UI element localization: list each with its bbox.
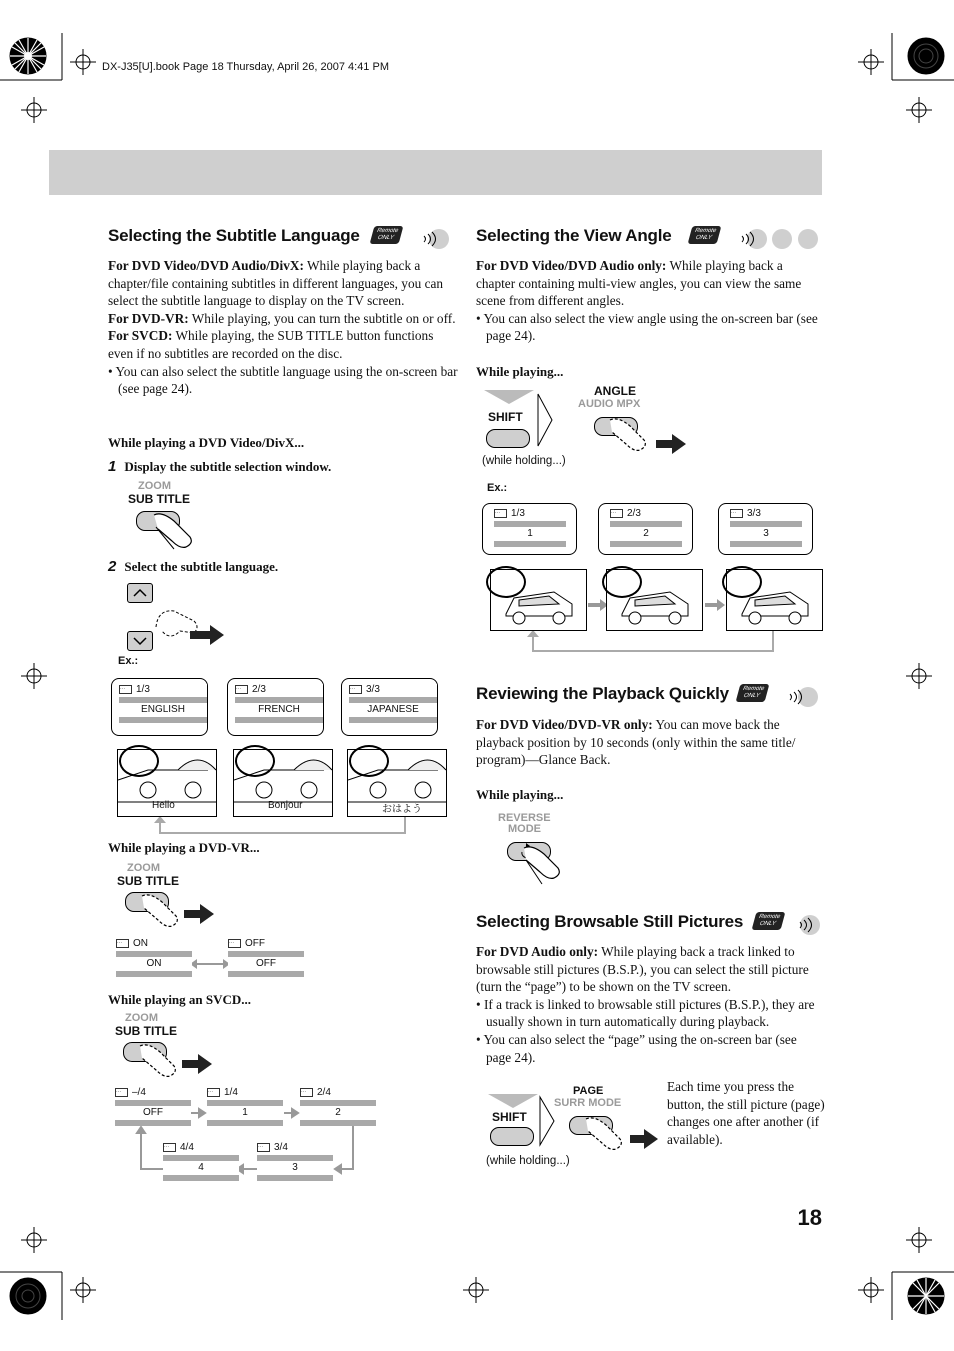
- highlight-circle: [119, 745, 159, 777]
- brace-arrow: [536, 392, 556, 448]
- remote-signal-icon-review: [784, 686, 820, 708]
- zoom-label-vr: ZOOM: [127, 862, 160, 874]
- angle-heading: [476, 226, 671, 246]
- camera-angle-icon: ···: [730, 509, 743, 518]
- finger-press-angle-icon: [606, 418, 688, 466]
- highlight-circle: [235, 745, 275, 777]
- remote-only-badge-angle: Remote ONLY: [690, 226, 719, 244]
- osd-index: 3/3: [747, 508, 761, 519]
- while-svcd-label: While playing an SVCD...: [108, 992, 252, 1007]
- osd-value: FRENCH: [235, 703, 323, 717]
- osd-index: 2/4: [317, 1087, 331, 1098]
- subtitle-title: Selecting the Subtitle Language: [108, 226, 360, 245]
- subtitle-osd-icon: ···: [235, 685, 248, 694]
- osd-value: 4: [163, 1161, 239, 1175]
- osd-value: 3: [730, 527, 802, 541]
- up-arrow-button[interactable]: [127, 583, 153, 603]
- osd-value: 1: [494, 527, 566, 541]
- osd-down-band: [300, 1120, 376, 1126]
- highlight-circle: [722, 566, 762, 598]
- subtitle-osd-icon: ···: [349, 685, 362, 694]
- scene-caption: おはよう: [382, 804, 422, 815]
- subtitle-osd-icon: ···: [207, 1088, 220, 1097]
- holding-note-bsp: (while holding...): [486, 1155, 570, 1167]
- osd-index: OFF: [245, 938, 265, 949]
- remote-only-badge-review: Remote ONLY: [738, 684, 767, 702]
- svcd-osd: [207, 1087, 283, 1126]
- page-number: 18: [797, 1205, 822, 1230]
- angle-button-label: ANGLE: [594, 384, 636, 398]
- finger-press-icon: [150, 513, 195, 553]
- mode-label: MODE: [508, 823, 541, 835]
- svcd-osd: [163, 1142, 239, 1181]
- osd-value: OFF: [115, 1106, 191, 1120]
- shift-label: SHIFT: [488, 410, 523, 424]
- subtitle-button-label-vr: SUB TITLE: [117, 874, 179, 888]
- osd-index: 4/4: [180, 1142, 194, 1153]
- remote-only-badge-bsp: Remote ONLY: [754, 912, 783, 930]
- file-info-line: DX-J35[U].book Page 18 Thursday, April 26, 2007 4:41 PM: [102, 61, 389, 73]
- subtitle-osd-icon: ···: [163, 1143, 176, 1152]
- language-osd: [119, 684, 207, 723]
- remote-signal-icon: [418, 228, 450, 250]
- subtitle-button-label: SUB TITLE: [128, 492, 190, 506]
- remote-only-badge: Remote ONLY: [372, 226, 401, 244]
- bsp-note: Each time you press the button, the still picture (page) changes one after another (if available).: [667, 1079, 825, 1147]
- osd-value: JAPANESE: [349, 703, 437, 717]
- language-osd: [349, 684, 437, 723]
- language-osd: [235, 684, 323, 723]
- angle-osd: [730, 508, 802, 547]
- osd-down-band: [163, 1175, 239, 1181]
- review-title: Reviewing the Playback Quickly: [476, 684, 729, 703]
- ex-label-angle: Ex.:: [487, 482, 508, 494]
- remote-signal-icon-angle: [736, 228, 821, 250]
- step-2: 2 Select the subtitle language.: [108, 558, 279, 575]
- finger-press-vr-icon: [138, 894, 218, 934]
- osd-index: 3/4: [274, 1142, 288, 1153]
- shift-label-bsp: SHIFT: [492, 1110, 527, 1124]
- holding-note-angle: (while holding...): [482, 455, 566, 467]
- page-button-label: PAGE: [573, 1085, 604, 1097]
- osd-down-band: [610, 541, 682, 547]
- subtitle-osd-icon: ···: [116, 939, 129, 948]
- osd-index: ON: [133, 938, 148, 949]
- osd-down-band: [116, 971, 192, 977]
- subtitle-description: For DVD Video/DVD Audio/DivX: While playing back a chapter/file containing subtitles in different languages, you can select the subtitle language to display on the TV screen. For DVD-VR: While playing, you can turn the subtitle on or off. For SVCD: While playing, the SUB TITLE button functions even if no subtitles are recorded on the disc. • You can also select the subtitle language using the on-screen bar (see page 24).: [108, 258, 458, 397]
- osd-down-band: [119, 717, 207, 723]
- highlight-circle: [602, 566, 642, 598]
- angle-description: For DVD Video/DVD Audio only: While playing back a chapter containing multi-view angles, you can view the same scene from different angles. • You can also select the view angle using the on-screen bar (see page 24).: [476, 258, 818, 344]
- surr-mode-label: SURR MODE: [554, 1097, 622, 1109]
- audio-mpx-label: AUDIO MPX: [578, 398, 641, 410]
- osd-down-band: [228, 971, 304, 977]
- finger-press-svcd-icon: [136, 1044, 216, 1084]
- step-1: 1 Display the subtitle selection window.: [108, 458, 332, 475]
- osd-value: 2: [610, 527, 682, 541]
- osd-value: 3: [257, 1161, 333, 1175]
- osd-down-band: [730, 541, 802, 547]
- osd-value: ON: [116, 957, 192, 971]
- angle-osd: [494, 508, 566, 547]
- osd-down-band: [257, 1175, 333, 1181]
- angle-title: Selecting the View Angle: [476, 226, 672, 245]
- subtitle-osd-icon: ···: [257, 1143, 270, 1152]
- osd-index: 2/3: [627, 508, 641, 519]
- osd-index: 1/3: [511, 508, 525, 519]
- subtitle-heading: [108, 226, 360, 246]
- while-vr-label: While playing a DVD-VR...: [108, 840, 260, 855]
- shift-button[interactable]: [486, 429, 530, 448]
- review-heading: [476, 684, 729, 704]
- osd-value: OFF: [228, 957, 304, 971]
- osd-down-band: [115, 1120, 191, 1126]
- subtitle-osd-icon: ···: [300, 1088, 313, 1097]
- camera-angle-icon: ···: [494, 509, 507, 518]
- osd-index: 1/3: [136, 684, 150, 695]
- angle-osd: [610, 508, 682, 547]
- osd-down-band: [349, 717, 437, 723]
- osd-down-band: [494, 541, 566, 547]
- scene-caption: Bonjour: [268, 800, 303, 811]
- svcd-osd: [115, 1087, 191, 1126]
- osd-index: 2/3: [252, 684, 266, 695]
- finger-press-reverse-icon: [520, 846, 570, 890]
- subtitle-osd-icon: ···: [228, 939, 241, 948]
- header-band: [49, 150, 822, 195]
- osd-index: 1/4: [224, 1087, 238, 1098]
- osd-value: 1: [207, 1106, 283, 1120]
- vr-osd: [116, 938, 192, 977]
- highlight-circle: [349, 745, 389, 777]
- scene-caption: Hello: [152, 800, 175, 811]
- reverse-label: REVERSE: [498, 812, 551, 824]
- osd-value: 2: [300, 1106, 376, 1120]
- zoom-label: ZOOM: [138, 480, 171, 492]
- osd-index: –/4: [132, 1087, 146, 1098]
- while-dvd-label: While playing a DVD Video/DivX...: [108, 435, 305, 450]
- osd-down-band: [207, 1120, 283, 1126]
- subtitle-button-label-svcd: SUB TITLE: [115, 1024, 177, 1038]
- osd-value: ENGLISH: [119, 703, 207, 717]
- toggle-arrow: [190, 957, 230, 971]
- bsp-title: Selecting Browsable Still Pictures: [476, 912, 744, 931]
- subtitle-osd-icon: ···: [119, 685, 132, 694]
- cycle-arrow: [150, 815, 415, 837]
- osd-down-band: [235, 717, 323, 723]
- review-description: For DVD Video/DVD-VR only: You can move back the playback position by 10 seconds (only within the same title/ program)—Glance Back.: [476, 717, 796, 768]
- bsp-heading: [476, 912, 743, 932]
- finger-updown-icon: [150, 603, 235, 651]
- ex-label-left: Ex.:: [118, 655, 139, 667]
- highlight-circle: [486, 566, 526, 598]
- svcd-osd: [257, 1142, 333, 1181]
- osd-index: 3/3: [366, 684, 380, 695]
- zoom-label-svcd: ZOOM: [125, 1012, 158, 1024]
- svcd-osd: [300, 1087, 376, 1126]
- bsp-description: For DVD Audio only: While playing back a track linked to browsable still pictures (B.S.P.), you can select the still picture (turn the “page”) to be shown on the TV screen. • If a track is linked to browsable still pictures (B.S.P.), they are usually shown in turn automatically during playback. • You can also select the “page” using the on-screen bar (see page 24).: [476, 944, 815, 1065]
- review-while-label: While playing...: [476, 787, 564, 802]
- camera-angle-icon: ···: [610, 509, 623, 518]
- remote-signal-icon-bsp: [796, 914, 822, 936]
- vr-osd: [228, 938, 304, 977]
- angle-while-label: While playing...: [476, 364, 564, 379]
- finger-press-page-icon: [582, 1117, 664, 1165]
- shift-button-bsp[interactable]: [490, 1127, 534, 1146]
- subtitle-osd-icon: ···: [115, 1088, 128, 1097]
